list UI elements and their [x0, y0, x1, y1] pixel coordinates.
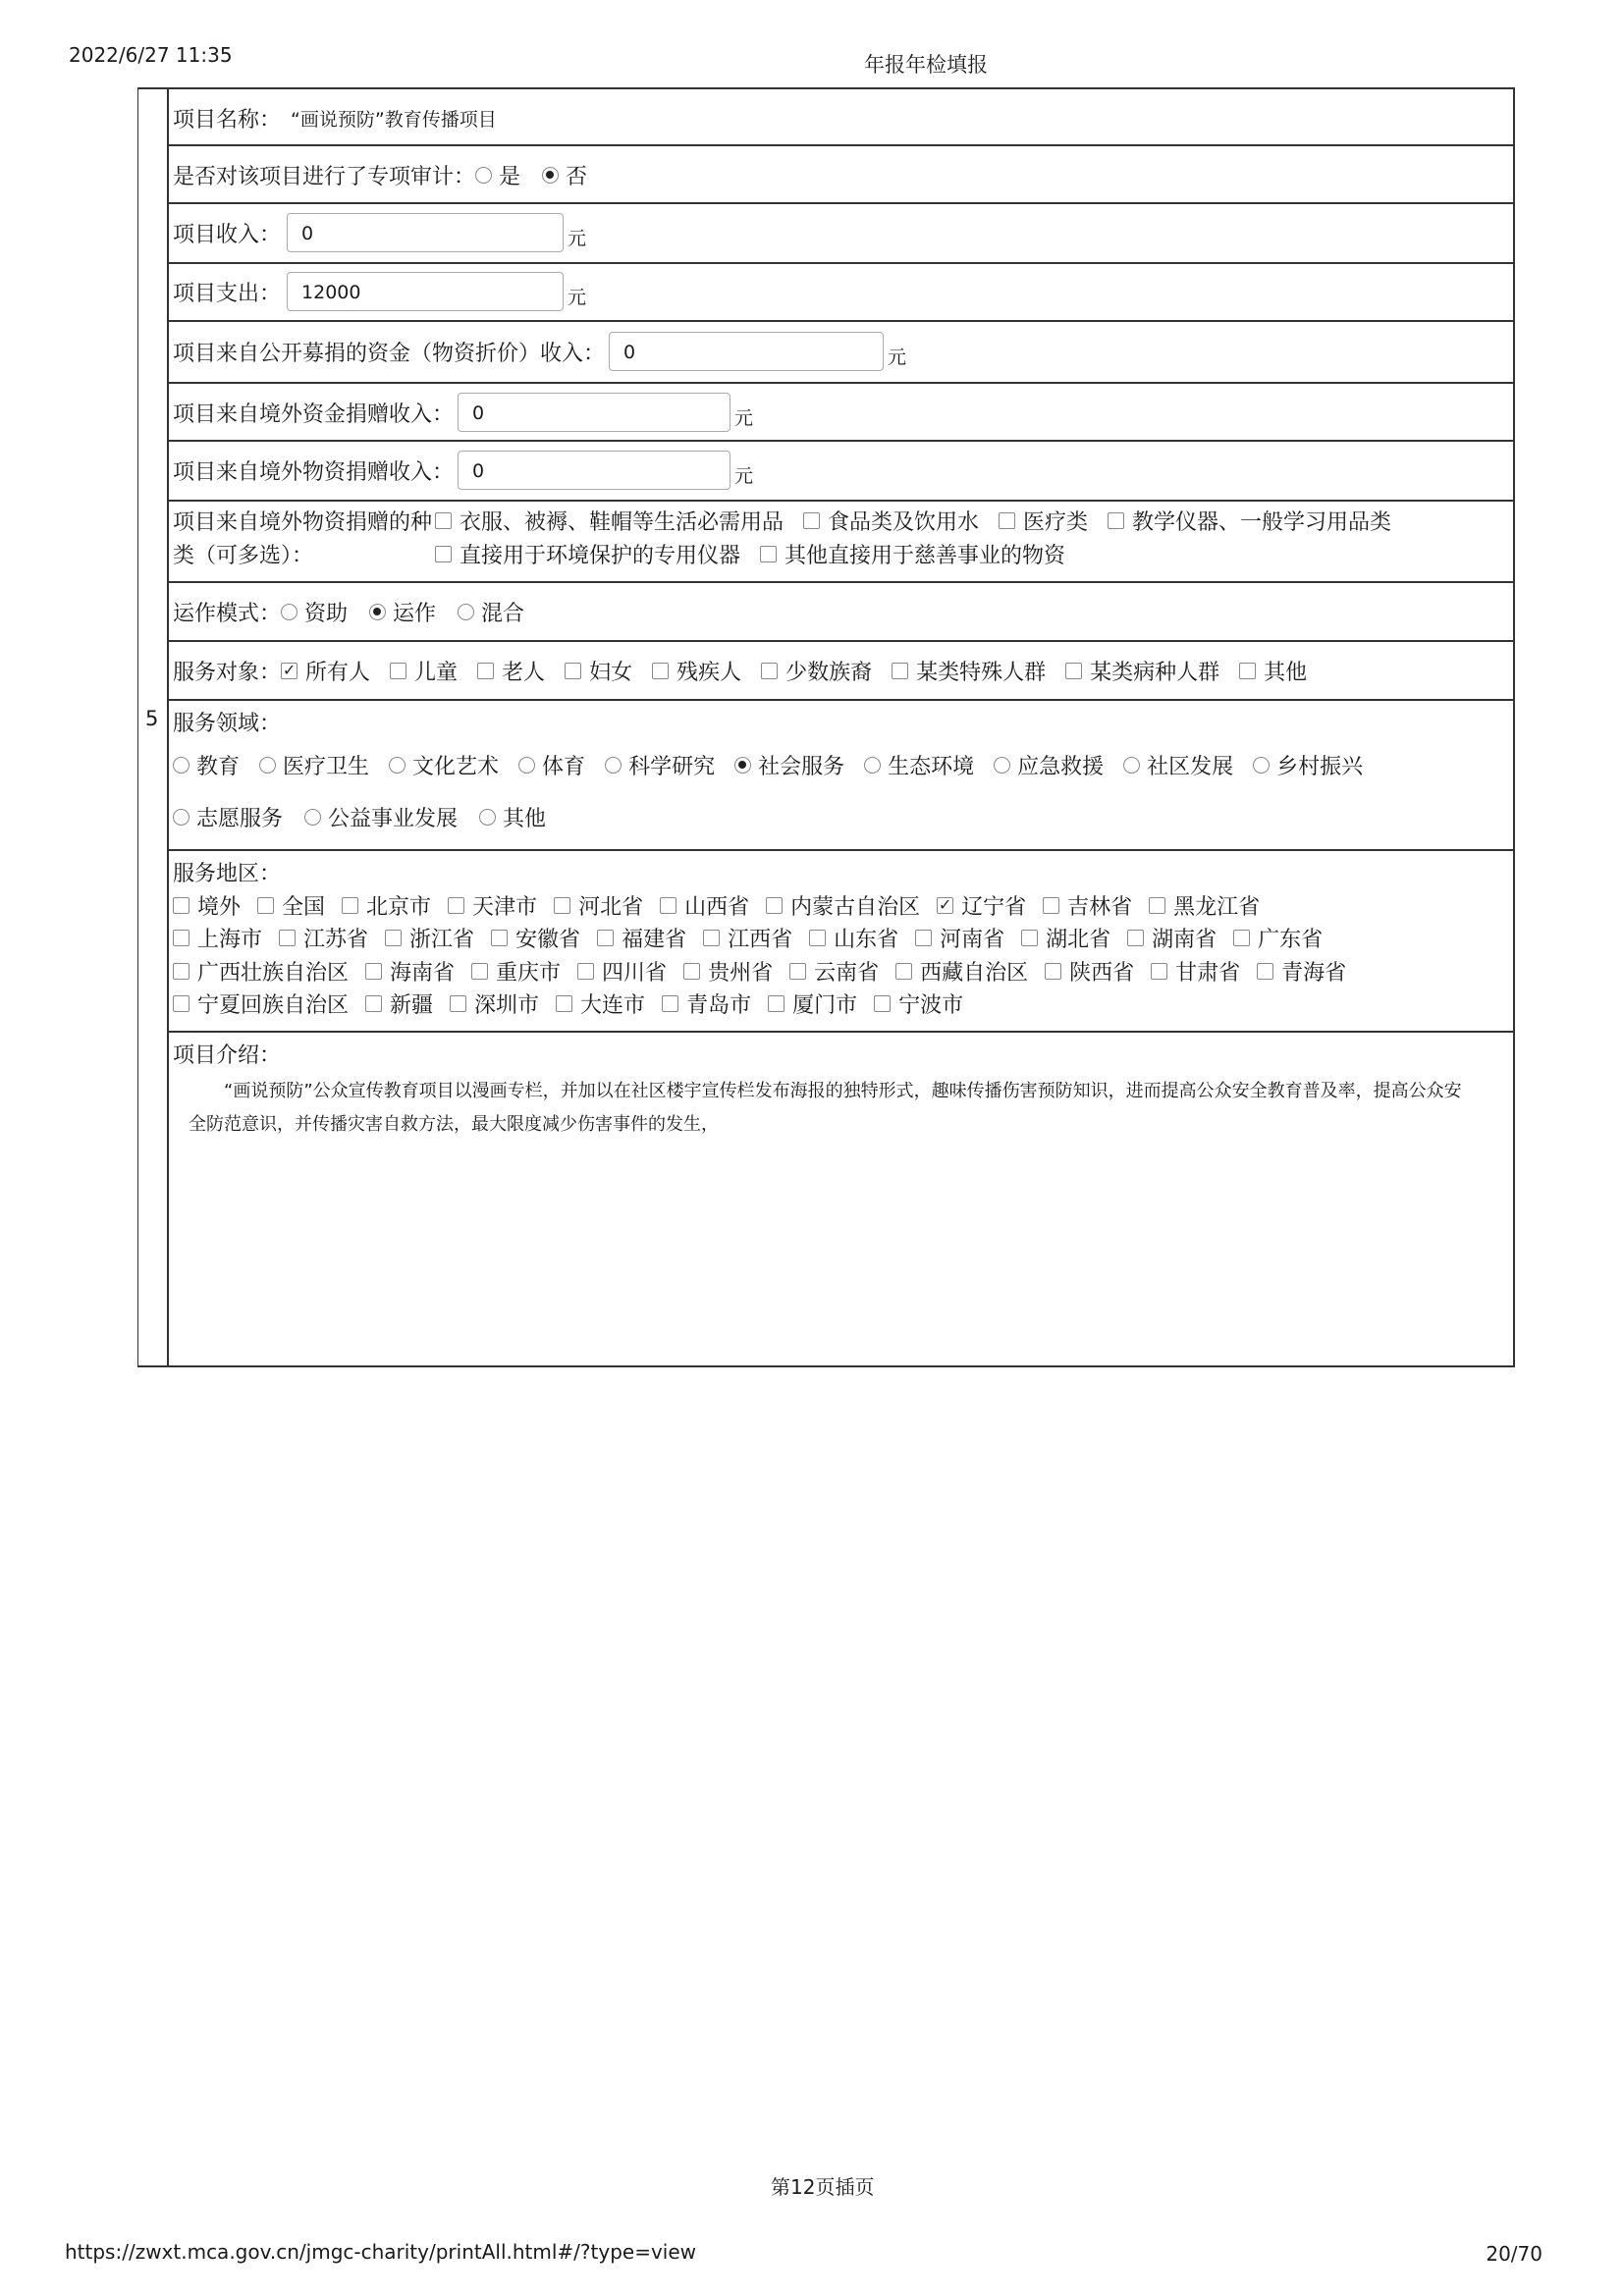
option-label: 是 — [499, 165, 521, 189]
checkbox-icon[interactable] — [1239, 663, 1256, 679]
option-label: 老人 — [502, 661, 546, 685]
checkbox-icon[interactable] — [173, 963, 189, 980]
checkbox-icon[interactable] — [1127, 930, 1144, 946]
checkbox-option[interactable] — [662, 988, 751, 1019]
mode-row — [167, 583, 1513, 642]
page-header-title: 年报年检填报 — [864, 53, 988, 77]
domain-label: 服务领域： — [173, 712, 282, 736]
checkbox-option[interactable] — [789, 956, 879, 987]
checkbox-option[interactable] — [1149, 890, 1260, 921]
option-label: 重庆市 — [496, 961, 562, 986]
checkbox-icon[interactable] — [760, 546, 777, 562]
option-label: 社区发展 — [1147, 755, 1234, 779]
radio-icon[interactable] — [734, 757, 751, 774]
radio-option[interactable] — [475, 160, 520, 190]
checkbox-icon[interactable] — [874, 995, 891, 1012]
income-unit: 元 — [568, 227, 587, 249]
radio-option[interactable] — [304, 802, 458, 832]
page-url: https://zwxt.mca.gov.cn/jmgc-charity/printAll.html#/?type=view — [65, 2240, 697, 2264]
radio-option[interactable] — [458, 597, 524, 627]
expense-field[interactable]: 12000 — [287, 272, 564, 311]
page-number: 20/70 — [1486, 2242, 1542, 2266]
checkbox-option[interactable] — [565, 656, 632, 686]
checkbox-icon[interactable] — [435, 512, 452, 529]
goods-type-label-1: 项目来自境外物资捐赠的种 — [173, 510, 433, 535]
checkbox-icon[interactable] — [279, 930, 296, 946]
option-label: 生态环境 — [888, 755, 975, 779]
checkbox-icon[interactable]: ✓ — [938, 895, 952, 914]
checkbox-option[interactable] — [1151, 956, 1240, 987]
option-label: 辽宁省 — [961, 895, 1027, 920]
option-label: 儿童 — [414, 661, 459, 685]
radio-icon[interactable] — [542, 167, 559, 184]
checkbox-icon[interactable] — [915, 930, 932, 946]
foreign-goods-row — [167, 442, 1513, 502]
checkbox-icon[interactable] — [1233, 930, 1250, 946]
option-label: 某类特殊人群 — [916, 661, 1047, 685]
project-name-label: 项目名称： — [173, 108, 282, 133]
radio-icon[interactable] — [1123, 757, 1140, 774]
checkbox-option[interactable] — [279, 923, 368, 953]
option-label: 教育 — [196, 755, 241, 779]
checkbox-option[interactable] — [768, 988, 857, 1019]
print-datetime: 2022/6/27 11:35 — [69, 43, 233, 67]
option-label: 厦门市 — [792, 993, 858, 1018]
checkbox-icon[interactable] — [652, 663, 669, 679]
checkbox-icon[interactable] — [1257, 963, 1273, 980]
checkbox-icon[interactable] — [892, 663, 908, 679]
checkbox-option[interactable] — [761, 656, 872, 686]
radio-option[interactable] — [173, 750, 240, 780]
checkbox-option[interactable] — [803, 506, 979, 536]
option-label: 上海市 — [197, 928, 263, 952]
radio-option[interactable] — [281, 597, 348, 627]
checkbox-option[interactable] — [491, 923, 580, 953]
foreign-fund-field[interactable]: 0 — [458, 393, 730, 432]
radio-option[interactable] — [173, 802, 283, 832]
option-label: 北京市 — [366, 895, 432, 920]
foreign-fund-row — [167, 384, 1513, 442]
checkbox-icon[interactable]: ✓ — [282, 661, 297, 679]
radio-option[interactable] — [864, 750, 974, 780]
option-label: 文化艺术 — [412, 755, 500, 779]
audit-label: 是否对该项目进行了专项审计： — [173, 165, 476, 189]
option-label: 运作 — [393, 602, 437, 626]
checkbox-option[interactable] — [1021, 923, 1110, 953]
option-label: 混合 — [481, 602, 525, 626]
option-label: 贵州省 — [708, 961, 774, 986]
checkbox-option[interactable] — [385, 923, 474, 953]
option-label: 否 — [566, 165, 588, 189]
option-label: 直接用于环境保护的专用仪器 — [460, 544, 741, 568]
checkbox-option[interactable] — [1233, 923, 1323, 953]
option-label: 志愿服务 — [196, 807, 284, 831]
option-label: 陕西省 — [1069, 961, 1135, 986]
option-label: 江西省 — [728, 928, 793, 952]
checkbox-option[interactable] — [1043, 890, 1132, 921]
option-label: 全国 — [282, 895, 326, 920]
checkbox-icon[interactable] — [660, 897, 676, 914]
radio-option[interactable] — [369, 597, 436, 627]
option-label: 宁波市 — [898, 993, 964, 1018]
target-row — [167, 642, 1513, 701]
checkbox-option[interactable] — [1127, 923, 1217, 953]
row-number: 5 — [145, 707, 159, 730]
option-label: 西藏自治区 — [920, 961, 1029, 986]
option-label: 海南省 — [390, 961, 456, 986]
checkbox-icon[interactable] — [1065, 663, 1082, 679]
income-label: 项目收入： — [173, 222, 282, 247]
option-label: 吉林省 — [1067, 895, 1133, 920]
checkbox-icon[interactable] — [1149, 897, 1165, 914]
option-label: 甘肃省 — [1175, 961, 1241, 986]
option-label: 资助 — [304, 602, 349, 626]
checkbox-option[interactable] — [1257, 956, 1346, 987]
checkbox-option[interactable] — [173, 988, 349, 1019]
option-label: 社会服务 — [758, 755, 845, 779]
foreign-goods-field[interactable]: 0 — [458, 451, 730, 490]
radio-option[interactable] — [479, 802, 546, 832]
insert-page-label: 第12页插页 — [771, 2175, 875, 2199]
checkbox-icon[interactable] — [999, 512, 1015, 529]
radio-icon[interactable] — [259, 757, 276, 774]
domain-row — [167, 701, 1513, 851]
checkbox-option[interactable] — [448, 890, 537, 921]
radio-icon[interactable] — [458, 604, 474, 620]
checkbox-icon[interactable] — [809, 930, 826, 946]
radio-option[interactable] — [605, 750, 715, 780]
option-label: 医疗卫生 — [283, 755, 370, 779]
checkbox-option[interactable] — [1108, 506, 1391, 536]
radio-icon[interactable] — [281, 604, 298, 620]
checkbox-icon[interactable] — [365, 995, 382, 1012]
checkbox-icon[interactable] — [385, 930, 402, 946]
option-label: 福建省 — [622, 928, 687, 952]
option-label: 所有人 — [305, 661, 371, 685]
checkbox-option[interactable] — [937, 890, 1026, 921]
checkbox-icon[interactable] — [597, 930, 614, 946]
checkbox-icon[interactable] — [683, 963, 700, 980]
radio-option[interactable] — [542, 160, 587, 190]
checkbox-option[interactable] — [554, 890, 643, 921]
option-label: 江苏省 — [303, 928, 369, 952]
option-label: 云南省 — [814, 961, 880, 986]
option-label: 食品类及饮用水 — [828, 510, 980, 535]
checkbox-icon[interactable] — [1151, 963, 1167, 980]
checkbox-option[interactable] — [577, 956, 667, 987]
option-label: 境外 — [197, 895, 242, 920]
option-label: 湖南省 — [1152, 928, 1217, 952]
option-label: 青岛市 — [686, 993, 752, 1018]
checkbox-icon[interactable] — [471, 963, 488, 980]
public-fund-unit: 元 — [888, 346, 907, 368]
region-label: 服务地区： — [173, 862, 282, 886]
checkbox-option[interactable] — [477, 656, 545, 686]
mode-label: 运作模式： — [173, 602, 282, 626]
income-field[interactable]: 0 — [287, 213, 564, 252]
checkbox-option[interactable] — [556, 988, 645, 1019]
option-label: 河南省 — [940, 928, 1005, 952]
region-row — [167, 851, 1513, 1033]
checkbox-icon[interactable] — [565, 663, 581, 679]
checkbox-icon[interactable] — [895, 963, 912, 980]
option-label: 大连市 — [580, 993, 646, 1018]
option-label: 教学仪器、一般学习用品类 — [1132, 510, 1392, 535]
checkbox-option[interactable] — [895, 956, 1028, 987]
public-fund-row — [167, 322, 1513, 384]
option-label: 河北省 — [578, 895, 644, 920]
expense-label: 项目支出： — [173, 281, 282, 306]
checkbox-option[interactable] — [257, 890, 325, 921]
option-label: 四川省 — [602, 961, 668, 986]
checkbox-option[interactable] — [1045, 956, 1134, 987]
option-label: 深圳市 — [474, 993, 540, 1018]
checkbox-option[interactable] — [683, 956, 773, 987]
option-label: 新疆 — [390, 993, 434, 1018]
radio-icon[interactable] — [304, 809, 321, 826]
checkbox-option[interactable] — [435, 506, 784, 536]
option-label: 安徽省 — [515, 928, 581, 952]
checkbox-icon[interactable] — [577, 963, 594, 980]
option-label: 妇女 — [589, 661, 633, 685]
radio-option[interactable] — [734, 750, 844, 780]
checkbox-option[interactable] — [365, 988, 433, 1019]
checkbox-icon[interactable] — [365, 963, 382, 980]
option-label: 广西壮族自治区 — [197, 961, 350, 986]
checkbox-icon[interactable] — [768, 995, 784, 1012]
goods-type-label-2: 类（可多选）： — [173, 544, 314, 568]
checkbox-option[interactable] — [660, 890, 749, 921]
radio-option[interactable] — [994, 750, 1104, 780]
option-label: 其他直接用于慈善事业的物资 — [784, 544, 1066, 568]
checkbox-icon[interactable] — [803, 512, 820, 529]
radio-icon[interactable] — [475, 167, 492, 184]
option-label: 某类病种人群 — [1090, 661, 1220, 685]
checkbox-option[interactable] — [652, 656, 741, 686]
foreign-fund-unit: 元 — [734, 406, 754, 429]
public-fund-field[interactable]: 0 — [609, 332, 884, 371]
option-label: 衣服、被褥、鞋帽等生活必需用品 — [460, 510, 784, 535]
option-label: 湖北省 — [1046, 928, 1111, 952]
checkbox-option[interactable] — [471, 956, 561, 987]
checkbox-icon[interactable] — [450, 995, 466, 1012]
radio-icon[interactable] — [518, 757, 535, 774]
checkbox-option[interactable] — [173, 956, 349, 987]
checkbox-option[interactable] — [809, 923, 898, 953]
audit-row — [167, 146, 1513, 204]
checkbox-icon[interactable] — [554, 897, 570, 914]
checkbox-option[interactable] — [1065, 656, 1219, 686]
option-label: 乡村振兴 — [1276, 755, 1364, 779]
checkbox-option[interactable] — [390, 656, 458, 686]
checkbox-icon[interactable] — [448, 897, 464, 914]
option-label: 科学研究 — [628, 755, 716, 779]
checkbox-option[interactable] — [760, 539, 1065, 569]
option-label: 天津市 — [472, 895, 538, 920]
checkbox-icon[interactable] — [173, 930, 189, 946]
checkbox-option[interactable] — [999, 506, 1088, 536]
project-name-value: “画说预防”教育传播项目 — [291, 109, 497, 131]
checkbox-icon[interactable] — [477, 663, 494, 679]
radio-icon[interactable] — [173, 757, 189, 774]
income-row — [167, 204, 1513, 264]
radio-option[interactable] — [259, 750, 369, 780]
checkbox-option[interactable] — [173, 923, 262, 953]
option-label: 内蒙古自治区 — [790, 895, 921, 920]
option-label: 山西省 — [684, 895, 750, 920]
checkbox-icon[interactable] — [1043, 897, 1059, 914]
project-name-row — [167, 89, 1513, 146]
option-label: 青海省 — [1281, 961, 1347, 986]
option-label: 广东省 — [1258, 928, 1324, 952]
checkbox-icon[interactable] — [761, 663, 778, 679]
goods-type-row — [167, 502, 1513, 583]
checkbox-icon[interactable] — [1108, 512, 1124, 529]
radio-option[interactable] — [389, 750, 499, 780]
option-label: 宁夏回族自治区 — [197, 993, 350, 1018]
checkbox-icon[interactable] — [257, 897, 274, 914]
checkbox-icon[interactable] — [703, 930, 720, 946]
radio-icon[interactable] — [479, 809, 496, 826]
foreign-fund-label: 项目来自境外资金捐赠收入： — [173, 401, 455, 427]
checkbox-option[interactable] — [1239, 656, 1307, 686]
target-label: 服务对象： — [173, 661, 282, 685]
intro-label: 项目介绍： — [173, 1043, 282, 1068]
checkbox-option[interactable] — [597, 923, 686, 953]
checkbox-icon[interactable] — [390, 663, 406, 679]
option-label: 山东省 — [834, 928, 899, 952]
checkbox-option[interactable] — [874, 988, 963, 1019]
radio-icon[interactable] — [605, 757, 622, 774]
radio-icon[interactable] — [1253, 757, 1270, 774]
option-label: 体育 — [542, 755, 586, 779]
checkbox-option[interactable] — [342, 890, 431, 921]
option-label: 黑龙江省 — [1173, 895, 1261, 920]
checkbox-option[interactable] — [365, 956, 455, 987]
radio-icon[interactable] — [389, 757, 406, 774]
option-label: 公益事业发展 — [328, 807, 459, 831]
public-fund-label: 项目来自公开募捐的资金（物资折价）收入： — [173, 341, 606, 366]
option-label: 残疾人 — [676, 661, 742, 685]
checkbox-icon[interactable] — [491, 930, 508, 946]
checkbox-icon[interactable] — [435, 546, 452, 562]
radio-option[interactable] — [1123, 750, 1233, 780]
expense-row — [167, 264, 1513, 322]
checkbox-icon[interactable] — [1021, 930, 1038, 946]
checkbox-option[interactable] — [703, 923, 792, 953]
radio-icon[interactable] — [173, 809, 189, 826]
foreign-goods-unit: 元 — [734, 464, 754, 487]
checkbox-option[interactable] — [281, 656, 370, 686]
checkbox-icon[interactable] — [766, 897, 783, 914]
option-label: 医疗类 — [1023, 510, 1089, 535]
checkbox-option[interactable] — [435, 539, 740, 569]
checkbox-option[interactable] — [450, 988, 539, 1019]
checkbox-icon[interactable] — [173, 897, 189, 914]
intro-text: “画说预防”公众宣传教育项目以漫画专栏，并加以在社区楼宇宣传栏发布海报的独特形式，趣味传播伤害预防知识，进而提高公众安全教育普及率，提高公众安全防范意识，并传播灾害自救方法，最大限度减少伤害事件的发生， — [189, 1081, 1462, 1135]
option-label: 其他 — [1264, 661, 1308, 685]
radio-icon[interactable] — [369, 604, 386, 620]
checkbox-option[interactable] — [915, 923, 1004, 953]
option-label: 其他 — [503, 807, 547, 831]
checkbox-option[interactable] — [892, 656, 1046, 686]
checkbox-option[interactable] — [173, 890, 241, 921]
checkbox-icon[interactable] — [342, 897, 358, 914]
radio-option[interactable] — [518, 750, 585, 780]
expense-unit: 元 — [568, 286, 587, 308]
radio-icon[interactable] — [864, 757, 881, 774]
radio-icon[interactable] — [994, 757, 1010, 774]
foreign-goods-label: 项目来自境外物资捐赠收入： — [173, 459, 455, 485]
option-label: 少数族裔 — [785, 661, 873, 685]
checkbox-icon[interactable] — [662, 995, 678, 1012]
radio-option[interactable] — [1253, 750, 1363, 780]
option-label: 浙江省 — [409, 928, 475, 952]
checkbox-icon[interactable] — [556, 995, 572, 1012]
checkbox-icon[interactable] — [789, 963, 806, 980]
checkbox-icon[interactable] — [1045, 963, 1061, 980]
checkbox-icon[interactable] — [173, 995, 189, 1012]
checkbox-option[interactable] — [766, 890, 920, 921]
option-label: 应急救援 — [1017, 755, 1105, 779]
